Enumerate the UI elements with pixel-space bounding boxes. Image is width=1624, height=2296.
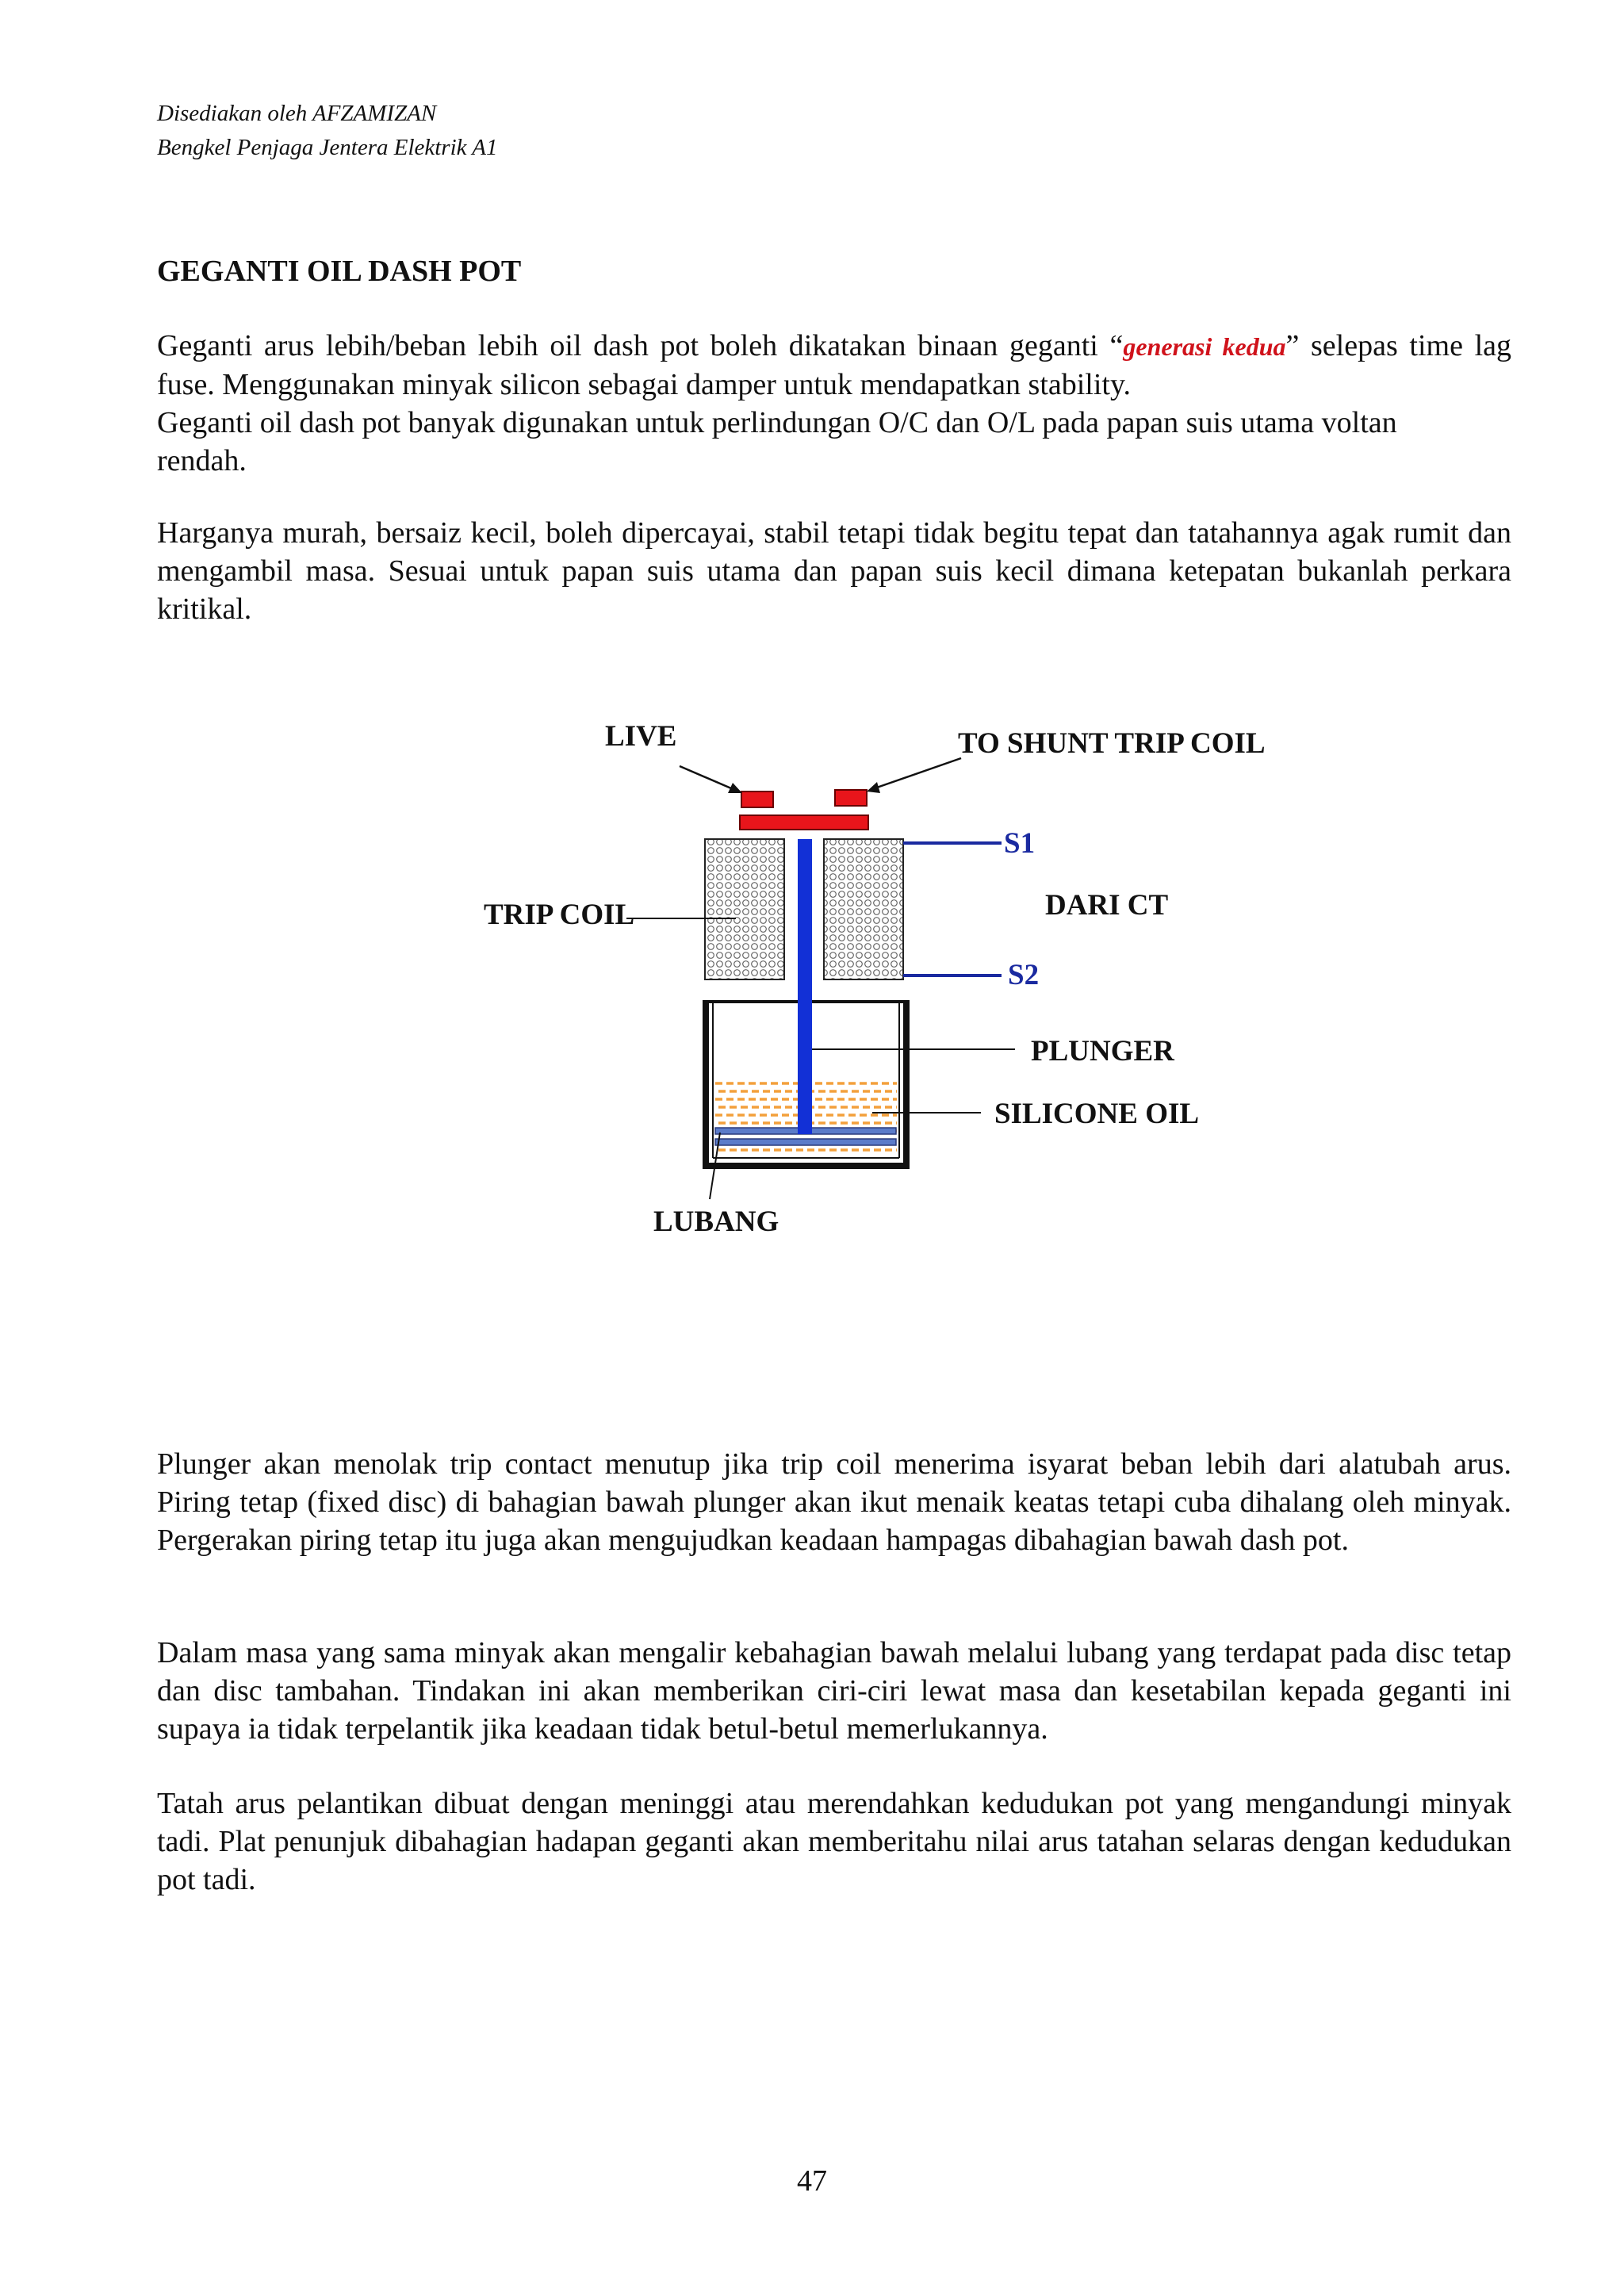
label-live: LIVE [605, 720, 677, 753]
paragraph-plunger: Plunger akan menolak trip contact menutup jika trip coil menerima isyarat beban lebih dari alatubah arus. Piring tetap (fixed disc) di bahagian bawah plunger akan ikut menaik keatas tetapi cuba dihalang oleh minyak. Pergerakan piring tetap itu juga akan mengujudkan keadaan hampagas dibahagian bawah dash pot. [157, 1447, 1511, 1557]
label-dari-ct: DARI CT [1045, 889, 1169, 922]
trip-coil-right [824, 839, 903, 979]
label-to-shunt-trip-coil: TO SHUNT TRIP COIL [958, 727, 1266, 760]
label-silicone-oil: SILICONE OIL [994, 1098, 1200, 1130]
emphasis-generasi-kedua: generasi kedua [1123, 332, 1286, 361]
plunger-rod [798, 839, 812, 1134]
trip-contact-bar [740, 815, 868, 830]
paragraph-advantages: Harganya murah, bersaiz kecil, boleh dipercayai, stabil tetapi tidak begitu tepat dan tatahannya agak rumit dan mengambil masa. Sesuai untuk papan suis utama dan papan suis kecil dimana ketepatan bukanlah perkara kritikal. [157, 516, 1511, 626]
trip-coil-left [705, 839, 784, 979]
shunt-contact [835, 790, 867, 806]
paragraph-oil-flow: Dalam masa yang sama minyak akan mengalir kebahagian bawah melalui lubang yang terdapat pada disc tetap dan disc tambahan. Tindakan ini akan memberikan ciri-ciri lewat masa dan kesetabilan kepada geganti ini supaya ia tidak terpelantik jika keadaan tidak betul-betul memerlukannya. [157, 1636, 1511, 1746]
page-number: 47 [797, 2164, 827, 2198]
intro-line-2: Geganti oil dash pot banyak digunakan untuk perlindungan O/C dan O/L pada papan suis utama voltan rendah. [157, 406, 1397, 477]
header-author: Disediakan oleh AFZAMIZAN [157, 101, 437, 126]
shunt-arrow [872, 758, 961, 789]
label-lubang: LUBANG [653, 1205, 779, 1238]
live-arrow [680, 766, 737, 791]
live-contact [741, 792, 773, 807]
label-plunger: PLUNGER [1031, 1035, 1174, 1068]
paragraph-current-setting: Tatah arus pelantikan dibuat dengan meninggi atau merendahkan kedudukan pot yang mengandungi minyak tadi. Plat penunjuk dibahagian hadapan geganti akan memberitahu nilai arus tatahan selaras dengan kedudukan pot tadi. [157, 1787, 1511, 1896]
intro-line-1: Geganti arus lebih/beban lebih oil dash pot boleh dikatakan binaan geganti “generasi kedua” selepas time lag fuse. Menggunakan minyak silicon sebagai damper untuk mendapatkan stability. [157, 329, 1511, 401]
label-s2: S2 [1008, 959, 1040, 991]
oil-dash-pot-diagram [0, 698, 1624, 1269]
document-header [157, 97, 497, 165]
label-s1: S1 [1004, 827, 1036, 860]
section-title: GEGANTI OIL DASH POT [157, 255, 522, 288]
intro-paragraph [157, 327, 1511, 480]
additional-disc [715, 1139, 896, 1145]
label-trip-coil: TRIP COIL [484, 899, 635, 931]
header-course: Bengkel Penjaga Jentera Elektrik A1 [157, 135, 498, 160]
shunt-arrowhead [867, 782, 880, 793]
